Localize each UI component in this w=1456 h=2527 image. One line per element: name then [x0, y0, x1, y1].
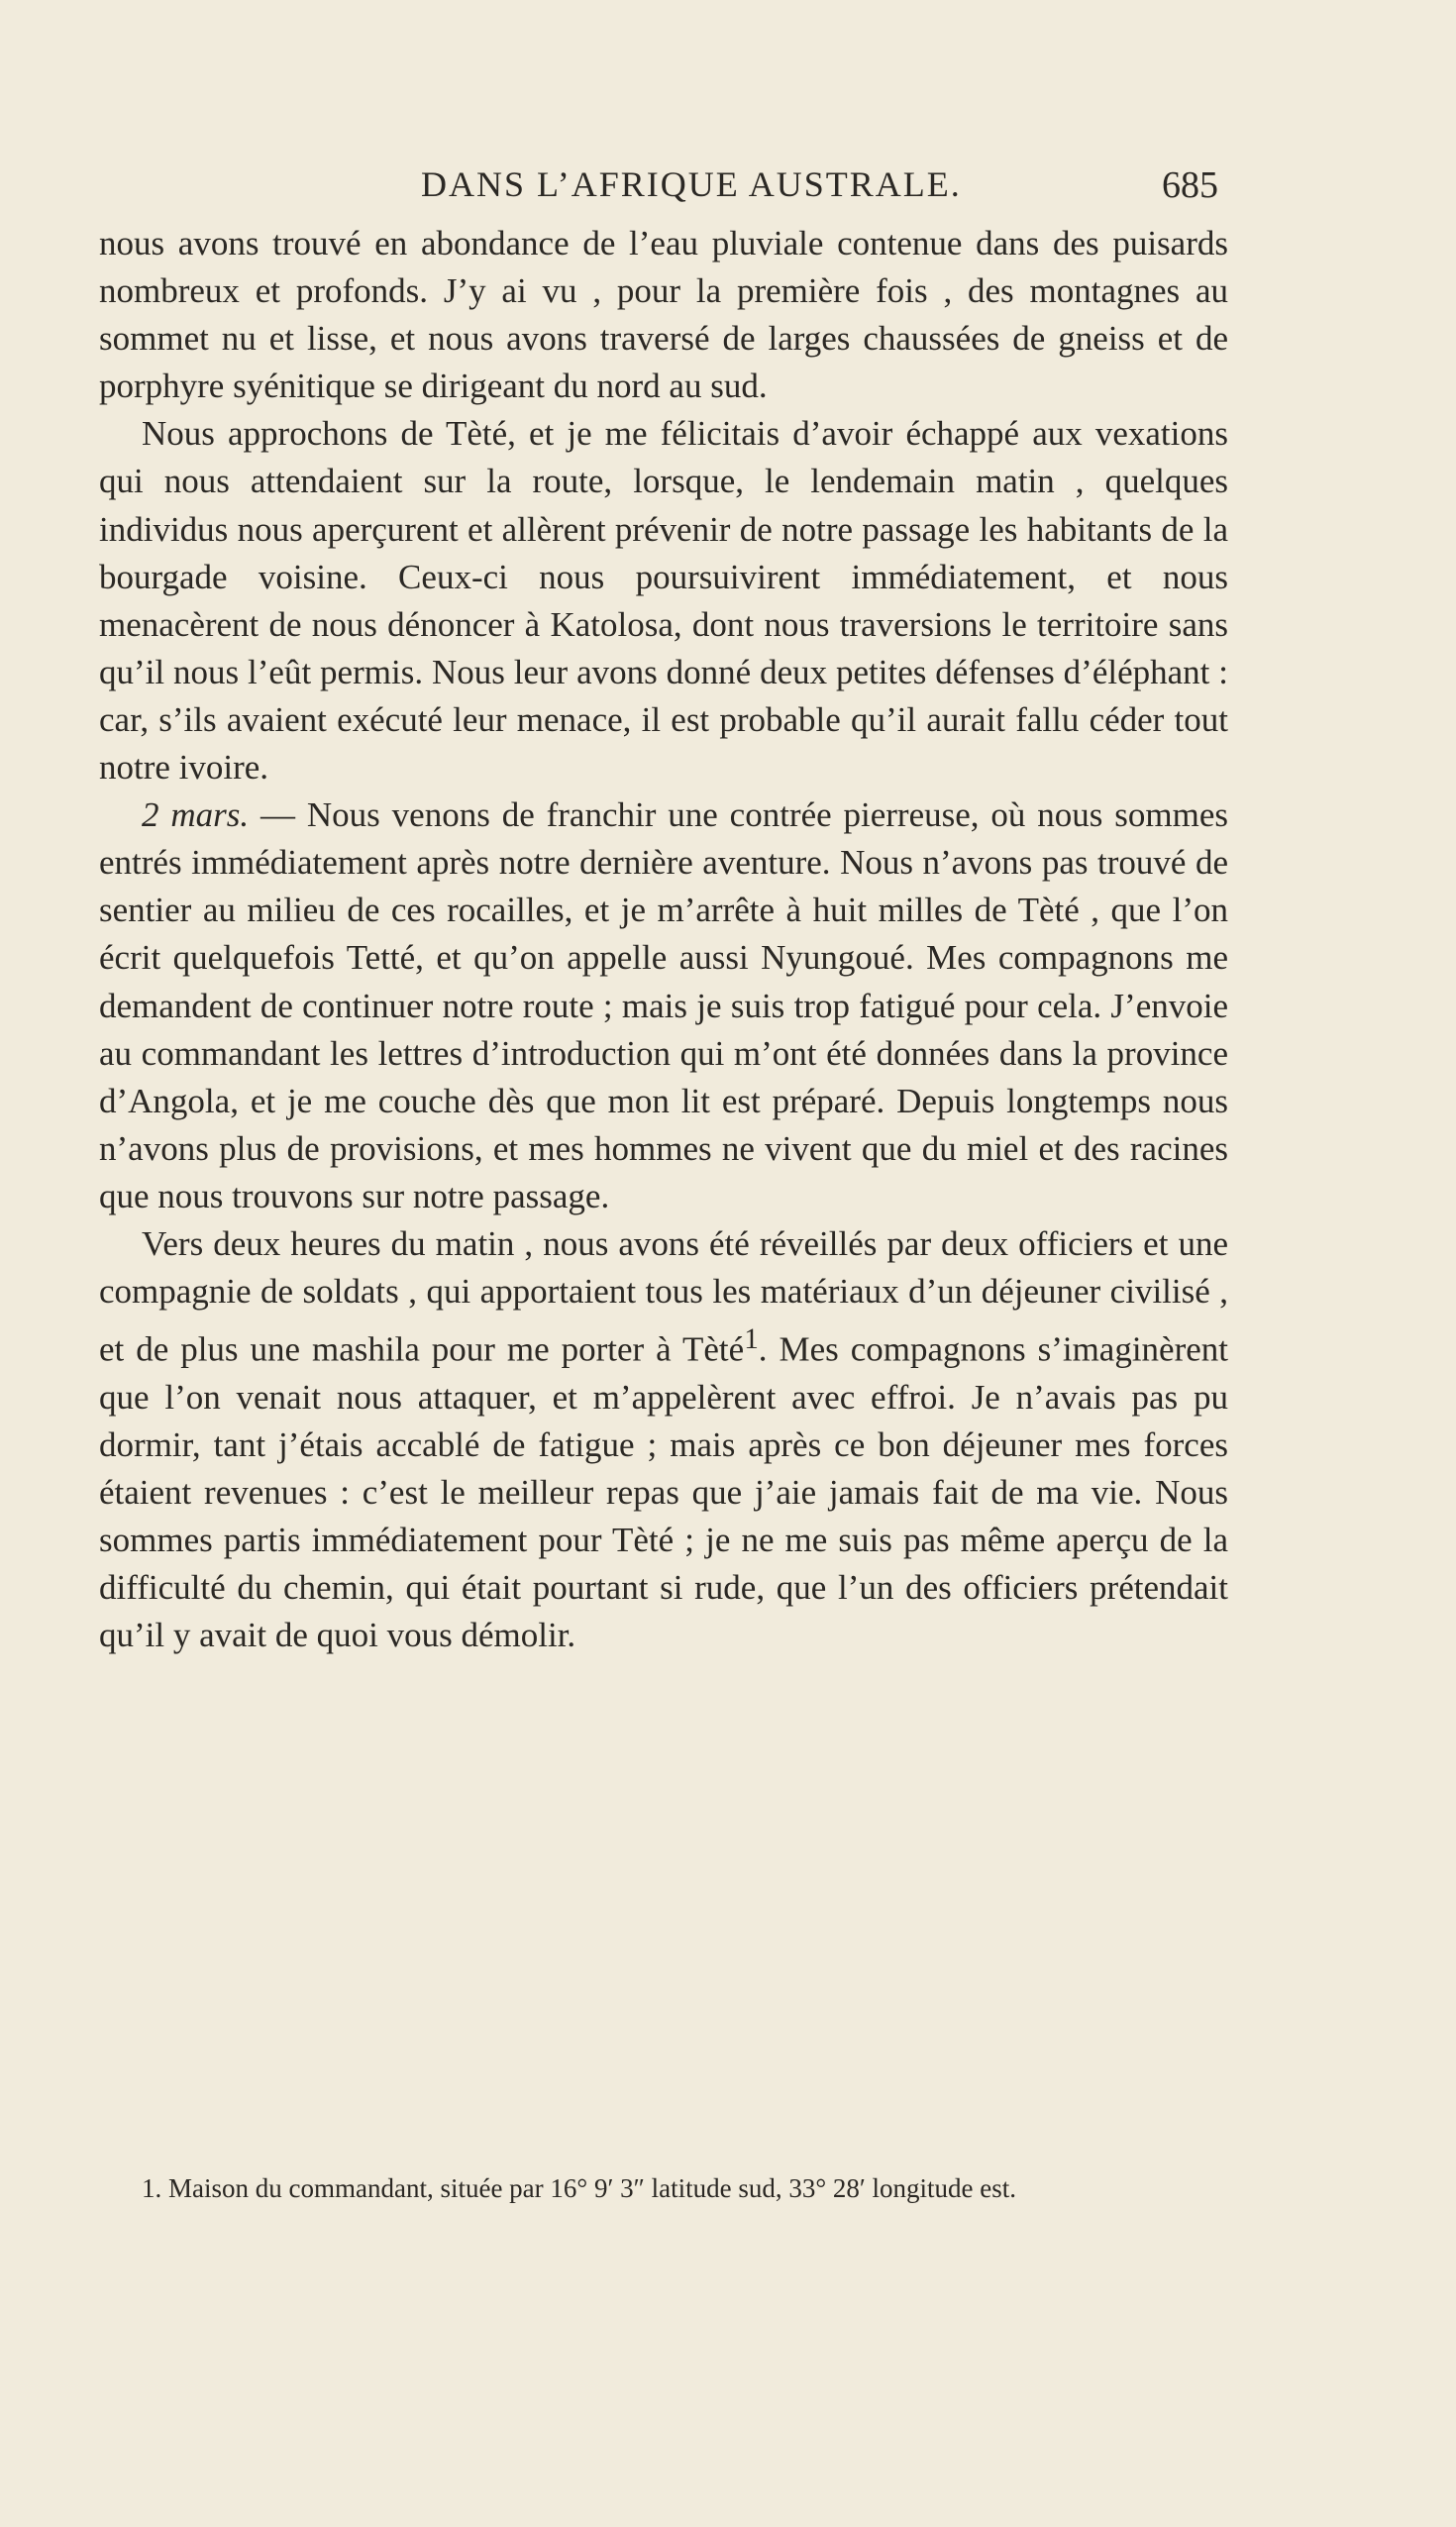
main-text — [99, 220, 1228, 1659]
date-heading: 2 mars. — [142, 795, 250, 835]
paragraph-3 — [99, 791, 1228, 1220]
paragraph-4 — [99, 1220, 1228, 1660]
footnote-text: 1. Maison du commandant, située par 16° 9′ 3″ latitude sud, 33° 28′ longitude est. — [142, 2173, 1017, 2203]
paragraph-4-text-a: Vers deux heures du matin , nous avons été réveillés par deux officiers et une compagnie de soldats , qui apportaient tous les matériaux d’un déjeuner civilisé , et de plus une mashila pour me porter à Tèté — [99, 1223, 1228, 1369]
footnote-reference: 1 — [744, 1323, 759, 1356]
paragraph-3-text: — Nous venons de franchir une contrée pierreuse, où nous sommes entrés immédiatement après notre dernière aventure. Nous n’avons pas trouvé de sentier au milieu de ces rocailles, et je m’arrête à huit milles de Tèté , que l’on écrit quelquefois Tetté, et qu’on appelle aussi Nyungoué. Mes compagnons me demandent de continuer notre route ; mais je suis trop fatigué pour cela. J’envoie au commandant les lettres d’introduction qui m’ont été données dans la province d’Angola, et je me couche dès que mon lit est préparé. Depuis longtemps nous n’avons plus de provisions, et mes hommes ne vivent que du miel et des racines que nous trouvons sur notre passage. — [99, 795, 1228, 1215]
paragraph-4-text-b: . Mes compagnons s’imaginèrent que l’on venait nous attaquer, et m’appelèrent avec effroi. Je n’avais pas pu dormir, tant j’étais accablé de fatigue ; mais après ce bon déjeuner mes forces étaient revenues : c’est le meilleur repas que j’aie jamais fait de ma vie. Nous sommes partis immédiatement pour Tèté ; je ne me suis pas même aperçu de la difficulté du chemin, qui était pourtant si rude, que l’un des officiers prétendait qu’il y avait de quoi vous démolir. — [99, 1329, 1229, 1655]
page-number: 685 — [1162, 164, 1218, 206]
paragraph-1: nous avons trouvé en abondance de l’eau pluviale contenue dans des puisards nombreux et profonds. J’y ai vu , pour la première fois , des montagnes au sommet nu et lisse, et nous avons traversé de larges chaussées de gneiss et de porphyre syénitique se dirigeant du nord au sud. — [99, 224, 1228, 406]
footnote — [99, 2167, 1228, 2209]
running-title: DANS L’AFRIQUE AUSTRALE. — [421, 164, 962, 204]
page-header — [99, 163, 1218, 213]
paragraph-2: Nous approchons de Tèté, et je me félicitais d’avoir échappé aux vexations qui nous attendaient sur la route, lorsque, le lendemain matin , quelques individus nous aperçurent et allèrent prévenir de notre passage les habitants de la bourgade voisine. Ceux-ci nous poursuivirent immédiatement, et nous menacèrent de nous dénoncer à Katolosa, dont nous traversions le territoire sans qu’il nous l’eût permis. Nous leur avons donné deux petites défenses d’éléphant : car, s’ils avaient exécuté leur menace, il est probable qu’il aurait fallu céder tout notre ivoire. — [99, 414, 1228, 788]
